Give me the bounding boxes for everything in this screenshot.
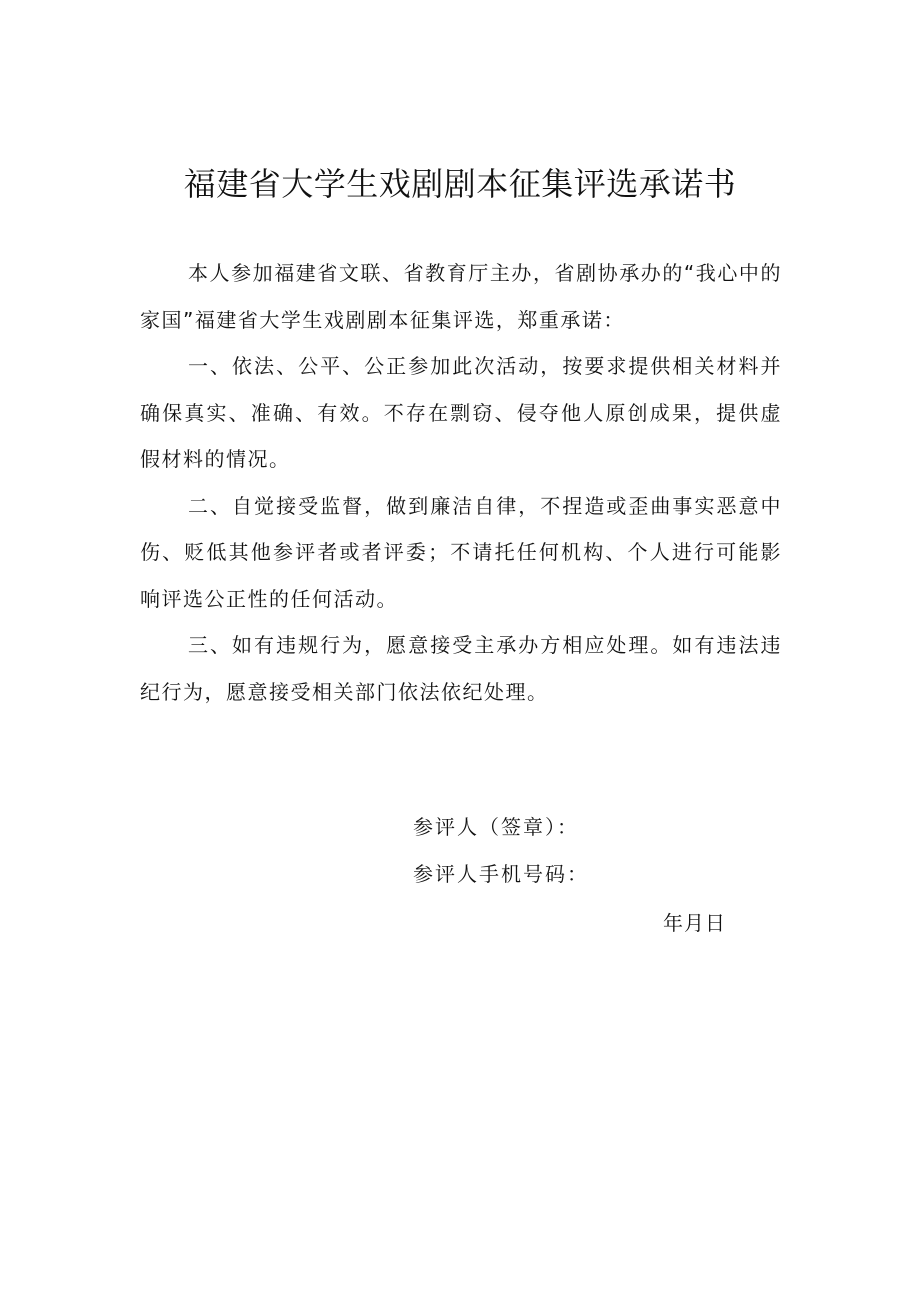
signature-seal-label: 参评人（签章）： [413,815,579,839]
document-body [140,250,782,715]
signature-phone-label: 参评人手机号码： [413,862,589,886]
commitment-paragraph-3: 三、如有违规行为，愿意接受主承办方相应处理。如有违法违纪行为，愿意接受相关部门依法依纪处理。 [140,633,782,704]
document-title: 福建省大学生戏剧剧本征集评选承诺书 [183,165,737,203]
commitment-paragraph-2: 二、自觉接受监督，做到廉洁自律，不捏造或歪曲事实恶意中伤、贬低其他参评者或者评委；不请托任何机构、个人进行可能影响评选公正性的任何活动。 [140,493,782,611]
signature-date-label: 年月日 [663,911,726,935]
commitment-paragraph-1: 一、依法、公平、公正参加此次活动，按要求提供相关材料并确保真实、准确、有效。不存在剽窃、侵夺他人原创成果，提供虚假材料的情况。 [140,354,782,471]
intro-paragraph: 本人参加福建省文联、省教育厅主办，省剧协承办的“我心中的家国”福建省大学生戏剧剧本征集评选，郑重承诺： [140,261,782,332]
